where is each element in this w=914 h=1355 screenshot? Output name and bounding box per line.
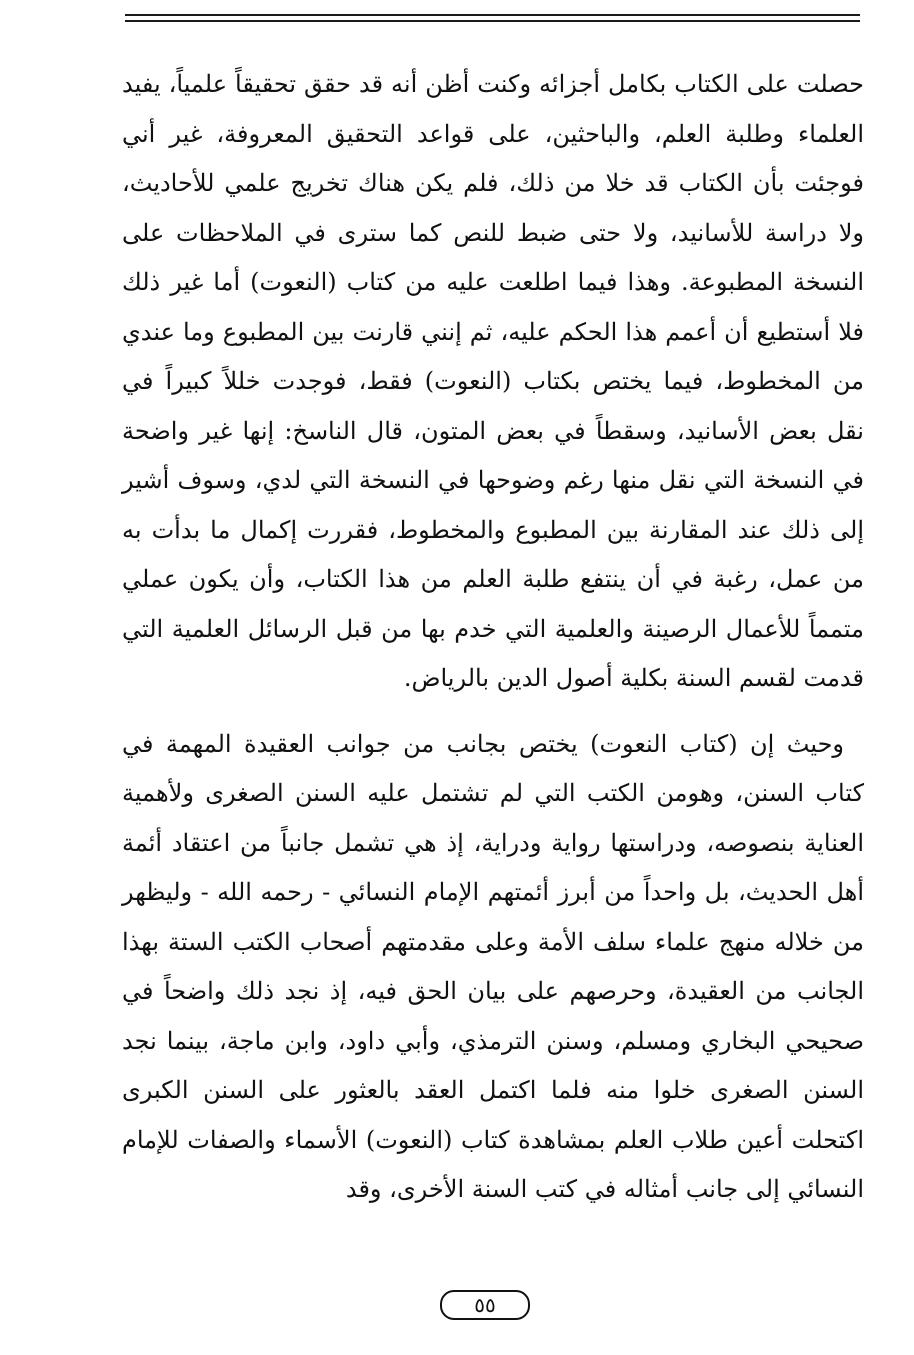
header-rule-bottom: [125, 20, 860, 22]
paragraph-1: حصلت على الكتاب بكامل أجزائه وكنت أظن أنه قد حقق تحقيقاً علمياً، يفيد العلماء وطلبة العلم، والباحثين، على قواعد التحقيق المعروفة، غير أني فوجئت بأن الكتاب قد خلا من ذلك، فلم يكن هناك تخريج علمي للأحاديث، ولا دراسة للأسانيد، ولا حتى ضبط للنص كما سترى في الملاحظات على النسخة المطبوعة. وهذا فيما اطلعت عليه من كتاب (النعوت) أما غير ذلك فلا أستطيع أن أعمم هذا الحكم عليه، ثم إنني قارنت بين المطبوع وما عندي من المخطوط، فيما يختص بكتاب (النعوت) فقط، فوجدت خللاً كبيراً في نقل بعض الأسانيد، وسقطاً في بعض المتون، قال الناسخ: إنها غير واضحة في النسخة التي نقل منها رغم وضوحها في النسخة التي لدي، وسوف أشير إلى ذلك عند المقارنة بين المطبوع والمخطوط، فقررت إكمال ما بدأت به من عمل، رغبة في أن ينتفع طلبة العلم من هذا الكتاب، وأن يكون عملي متمماً للأعمال الرصينة والعلمية التي خدم بها من قبل الرسائل العلمية التي قدمت لقسم السنة بكلية أصول الدين بالرياض.: [122, 70, 864, 692]
page-body: [122, 60, 864, 1215]
page-number-frame: [440, 1290, 530, 1320]
paragraph-2: وحيث إن (كتاب النعوت) يختص بجانب من جوانب العقيدة المهمة في كتاب السنن، وهومن الكتب التي لم تشتمل عليه السنن الصغرى ولأهمية العناية بنصوصه، ودراستها رواية ودراية، إذ هي تشمل جانباً من اعتقاد أئمة أهل الحديث، بل واحداً من أبرز أئمتهم الإمام النسائي - رحمه الله - وليظهر من خلاله منهج علماء سلف الأمة وعلى مقدمتهم أصحاب الكتب الستة بهذا الجانب من العقيدة، وحرصهم على بيان الحق فيه، إذ نجد ذلك واضحاً في صحيحي البخاري ومسلم، وسنن الترمذي، وأبي داود، وابن ماجة، بينما نجد السنن الصغرى خلوا منه فلما اكتمل العقد بالعثور على السنن الكبرى اكتحلت أعين طلاب العلم بمشاهدة كتاب (النعوت) الأسماء والصفات للإمام النسائي إلى جانب أمثاله في كتب السنة الأخرى، وقد: [122, 729, 865, 1203]
header-rule-top: [125, 14, 860, 16]
page-number: ٥٥: [474, 1293, 496, 1317]
